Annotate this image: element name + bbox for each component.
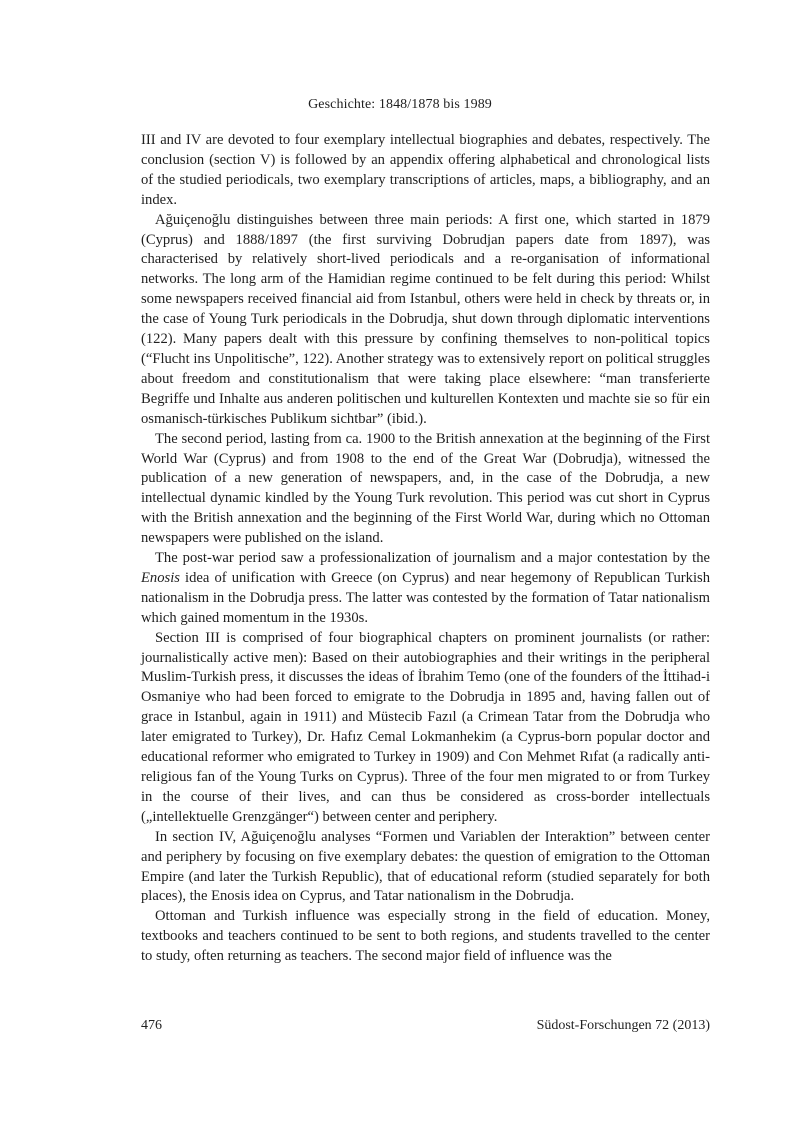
page-number: 476 [141,1018,162,1033]
paragraph-text: III and IV are devoted to four exemplary intellectual biographies and debates, respectively. The conclusion (section V) is followed by an appendix offering alphabetical and chronological lists of the studied periodicals, two exemplary transcriptions of articles, maps, a bibliography, and an index. [141,132,710,208]
paragraph [141,211,710,430]
paragraph [141,131,710,211]
paragraph-text: Section III is comprised of four biographical chapters on prominent journalists (or rather: journalistically active men): Based on their autobiographies and their writings in the peripheral Muslim-Turkish press, it discusses the ideas of İbrahim Temo (one of the founders of the İttihad-i Osmaniye who had been forced to emigrate to the Dobrudja in 1895 and, having fallen out of grace in Istanbul, again in 1911) and Müstecib Fazıl (a Crimean Tatar from the Dobrudja who later emigrated to Turkey), Dr. Hafız Cemal Lokmanhekim (a Cyprus-born popular doctor and educational reformer who emigrated to Turkey in 1909) and Con Mehmet Rıfat (a radically anti-religious fan of the Young Turks on Cyprus). Three of the four men migrated to or from Turkey in the course of their lives, and can thus be considered as cross-border intellectuals („intellektuelle Grenzgänger“) between center and periphery. [141,629,710,825]
paragraph-text: Ağuiçenoğlu distinguishes between three main periods: A first one, which started in 1879 (Cyprus) and 1888/1897 (the first surviving Dobrudjan papers date from 1897), was characterised by relatively short-lived periodicals and a re-organisation of informational networks. The long arm of the Hamidian regime continued to be felt during this period: Whilst some newspapers received financial aid from Istanbul, others were held in check by threats or, in the case of Young Turk periodicals in the Dobrudja, shut down through diplomatic interventions (122). Many papers dealt with this pressure by confining themselves to non-political topics (“Flucht ins Unpolitische”, 122). Another strategy was to extensively report on political struggles about freedom and constitutionalism that were taking place elsewhere: “man transferierte Begriffe und Inhalte aus anderen politischen und kulturellen Kontexten und machte sie so für ein osmanisch-türkisches Publikum sichtbar” (ibid.). [141,211,710,427]
paragraph [141,629,710,828]
paragraph [141,549,710,629]
paragraph-text: Ottoman and Turkish influence was especially strong in the field of education. Money, textbooks and teachers continued to be sent to both regions, and students travelled to the center to study, often returning as teachers. The second major field of influence was the [141,908,710,965]
paragraph-text: The post-war period saw a professionalization of journalism and a major contestation by the [155,550,710,567]
body-text [141,131,710,967]
paragraph-text: idea of unification with Greece (on Cyprus) and near hegemony of Republican Turkish nationalism in the Dobrudja press. The latter was contested by the formation of Tatar nationalism which gained momentum in the 1930s. [141,569,710,626]
paragraph-text: The second period, lasting from ca. 1900 to the British annexation at the beginning of the First World War (Cyprus) and from 1908 to the end of the Great War (Dobrudja), witnessed the publication of a new generation of newspapers, and, in the case of the Dobrudja, a new intellectual dynamic kindled by the Young Turk revolution. This period was cut short in Cyprus with the British annexation and the beginning of the First World War, during which no Ottoman newspapers were published on the island. [141,430,710,547]
italic-term: Enosis [141,569,180,586]
paragraph [141,907,710,967]
paragraph [141,828,710,908]
paragraph-text: In section IV, Ağuiçenoğlu analyses “Formen und Variablen der Interaktion” between center and periphery by focusing on five exemplary debates: the question of emigration to the Ottoman Empire (and later the Turkish Republic), that of educational reform (studied separately for both places), the Enosis idea on Cyprus, and Tatar nationalism in the Dobrudja. [141,828,710,905]
paragraph [141,430,710,549]
journal-citation: Südost-Forschungen 72 (2013) [536,1018,710,1033]
running-head: Geschichte: 1848/1878 bis 1989 [308,97,492,112]
